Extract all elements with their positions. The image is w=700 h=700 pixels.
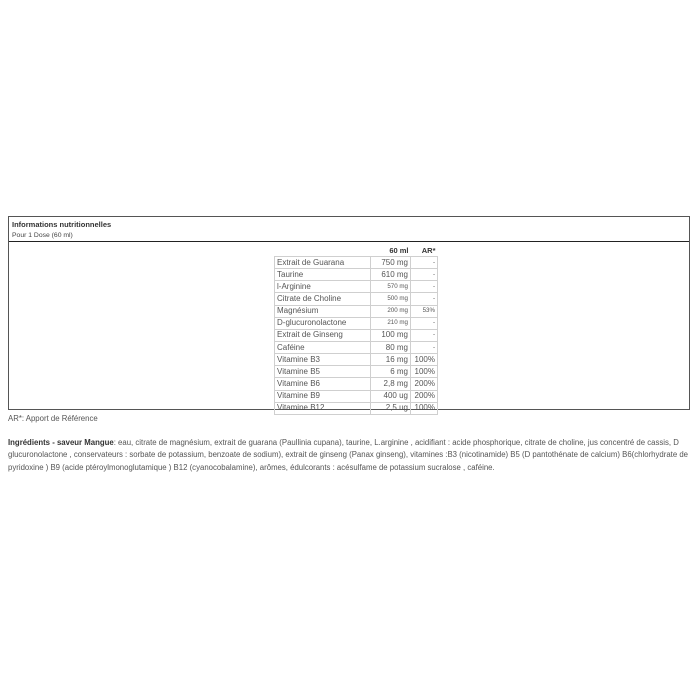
table-row [275,281,438,293]
row-quantity: 610 mg [371,269,411,281]
row-quantity: 2,5 ug [371,402,411,414]
row-ar: - [411,293,438,305]
row-quantity: 200 mg [371,305,411,317]
row-name: l-Arginine [275,281,371,293]
row-quantity: 100 mg [371,329,411,341]
table-row [275,366,438,378]
nutrition-title: Informations nutritionnelles [12,220,112,229]
table-row [275,390,438,402]
row-name: Taurine [275,269,371,281]
table-row [275,317,438,329]
row-ar: - [411,317,438,329]
ingredients-paragraph [8,437,694,474]
header-quantity: 60 ml [389,245,409,255]
row-name: D-glucuronolactone [275,317,371,329]
row-ar: - [411,341,438,353]
nutrition-panel [8,216,690,413]
ingredients-text: : eau, citrate de magnésium, extrait de guarana (Paullinia cupana), taurine, L.arginine , acidifiant : acide phosphorique, citrate de choline, jus concentré de cassis, D glucuronolactone , conservateurs : sorbate de potassium, benzoate de sodium), extrait de ginseng (Panax ginseng), vitamines :B3 (nicotinamide) B5 (D pantothénate de calcium) B6(chlorhydrate de pyridoxine ) B9 (acide ptéroylmonoglutamique ) B12 (cyanocobalamine), arômes, édulcorants : acésulfame de potassium sucralose , caféine. [8,438,689,472]
row-name: Vitamine B9 [275,390,371,402]
row-name: Vitamine B12 [275,402,371,414]
row-ar: - [411,269,438,281]
table-row [275,269,438,281]
row-ar: 100% [411,366,438,378]
nutrition-header [9,217,689,242]
table-row [275,305,438,317]
row-name: Caféine [275,341,371,353]
table-row [275,329,438,341]
row-ar: 53% [411,305,438,317]
row-name: Vitamine B5 [275,366,371,378]
row-quantity: 2,8 mg [371,378,411,390]
row-ar: - [411,281,438,293]
table-row [275,378,438,390]
row-ar: - [411,257,438,269]
row-ar: 200% [411,390,438,402]
row-name: Extrait de Guarana [275,257,371,269]
table-row [275,402,438,414]
row-name: Citrate de Choline [275,293,371,305]
table-row [275,354,438,366]
table-row [275,293,438,305]
reference-note: AR*: Apport de Référence [8,414,98,423]
table-header-row [275,244,438,257]
row-quantity: 750 mg [371,257,411,269]
row-ar: 100% [411,354,438,366]
row-ar: 100% [411,402,438,414]
ingredients-label: Ingrédients - saveur Mangue [8,438,114,447]
table-row [275,341,438,353]
table-row [275,257,438,269]
row-quantity: 400 ug [371,390,411,402]
header-ar: AR* [421,245,436,255]
row-quantity: 570 mg [371,281,411,293]
nutrition-table [274,244,438,415]
row-quantity: 80 mg [371,341,411,353]
row-quantity: 210 mg [371,317,411,329]
row-name: Vitamine B3 [275,354,371,366]
row-quantity: 16 mg [371,354,411,366]
row-quantity: 500 mg [371,293,411,305]
row-name: Magnésium [275,305,371,317]
row-ar: - [411,329,438,341]
row-quantity: 6 mg [371,366,411,378]
row-name: Vitamine B6 [275,378,371,390]
row-ar: 200% [411,378,438,390]
row-name: Extrait de Ginseng [275,329,371,341]
serving-size: Pour 1 Dose (60 ml) [12,232,73,239]
header-name [275,244,371,257]
